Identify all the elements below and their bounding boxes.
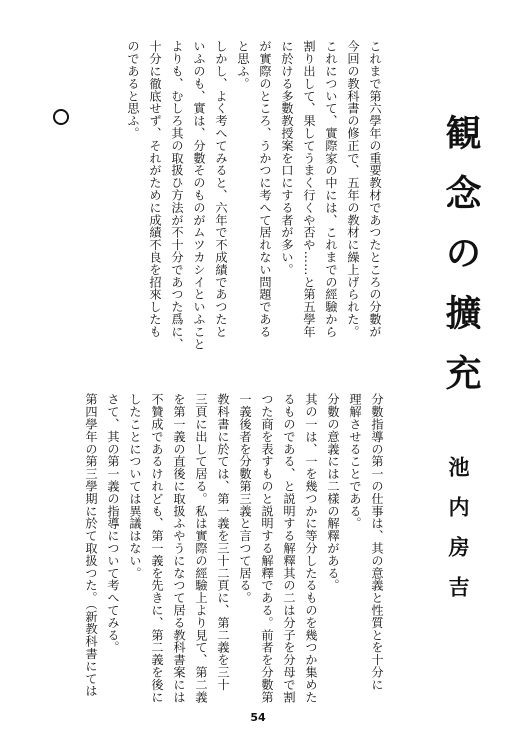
text-line: 三頁に出して居る。私は實際の經驗上より見て、第二義 <box>194 393 208 703</box>
text-line: 理解させることである。 <box>348 393 362 530</box>
author-name: 池内房吉 <box>446 456 470 616</box>
page-number: 54 <box>250 711 266 724</box>
text-line: 一義後者を分數第三義と言つて居る。 <box>238 393 252 604</box>
text-line: 不贊成であるけれども、第一義を先きに、第二義を後に <box>150 393 164 703</box>
text-line: 今回の教科書の修正で、五年の教材に繰上げられた。 <box>346 40 360 338</box>
text-line: さて、其の第一義の指導について考へてみる。 <box>106 393 120 654</box>
text-line: 其の一は、一を幾つかに等分したるものを幾つか集めた <box>304 393 318 703</box>
text-line: これまで第六學年の重要教材であつたところの分數が <box>368 40 382 338</box>
upper-text-block <box>86 40 386 356</box>
text-line: に於ける多數教授案を口にする者が多い。 <box>280 40 294 276</box>
text-line: よりも、むしろ其の取扱ひ方法が不十分であつた爲に、 <box>170 40 184 350</box>
text-line: のであると思ふ。 <box>126 40 140 140</box>
text-line: 分數指導の第一の仕事は、其の意義と性質とを十分に <box>370 393 384 691</box>
text-line: つた商を表すものと説明する解釋である。前者を分數第 <box>260 393 274 703</box>
text-line: 教科書に於ては、第一義を三十二頁に、第二義を三十 <box>216 393 230 691</box>
text-line: 十分に徹底せず、それがために成績不良を招來したも <box>148 40 162 338</box>
article-title: 観念の擴充 <box>440 114 481 414</box>
text-line: したことについては異議はない。 <box>128 393 142 579</box>
text-line: これについて、實際家の中には、これまでの經驗から <box>324 40 338 338</box>
circle-mark <box>53 109 69 125</box>
text-line: るものである、と説明する解釋其の二は分子を分母で割 <box>282 393 296 703</box>
text-line: しかし、よく考へてみると、六年で不成績であつたと <box>214 40 228 338</box>
text-line: が實際のところ、うかつに考へて居れない問題である <box>258 40 272 338</box>
lower-text-block <box>36 393 388 705</box>
text-line: 割り出して、果してうまく行くや否や……と第五學年 <box>302 40 316 338</box>
text-line: と思ふ。 <box>236 40 250 90</box>
text-line: 分數の意義には二樣の解釋がある。 <box>326 393 340 592</box>
text-line: 第四學年の第三學期に於て取扱つた。（新教科書にては <box>84 393 98 697</box>
text-line: を第一義の直後に取扱ふやうになつて居る教科書案には <box>172 393 186 703</box>
text-line: いふのも、實は、分數そのものがムツカシイといふこと <box>192 40 206 350</box>
